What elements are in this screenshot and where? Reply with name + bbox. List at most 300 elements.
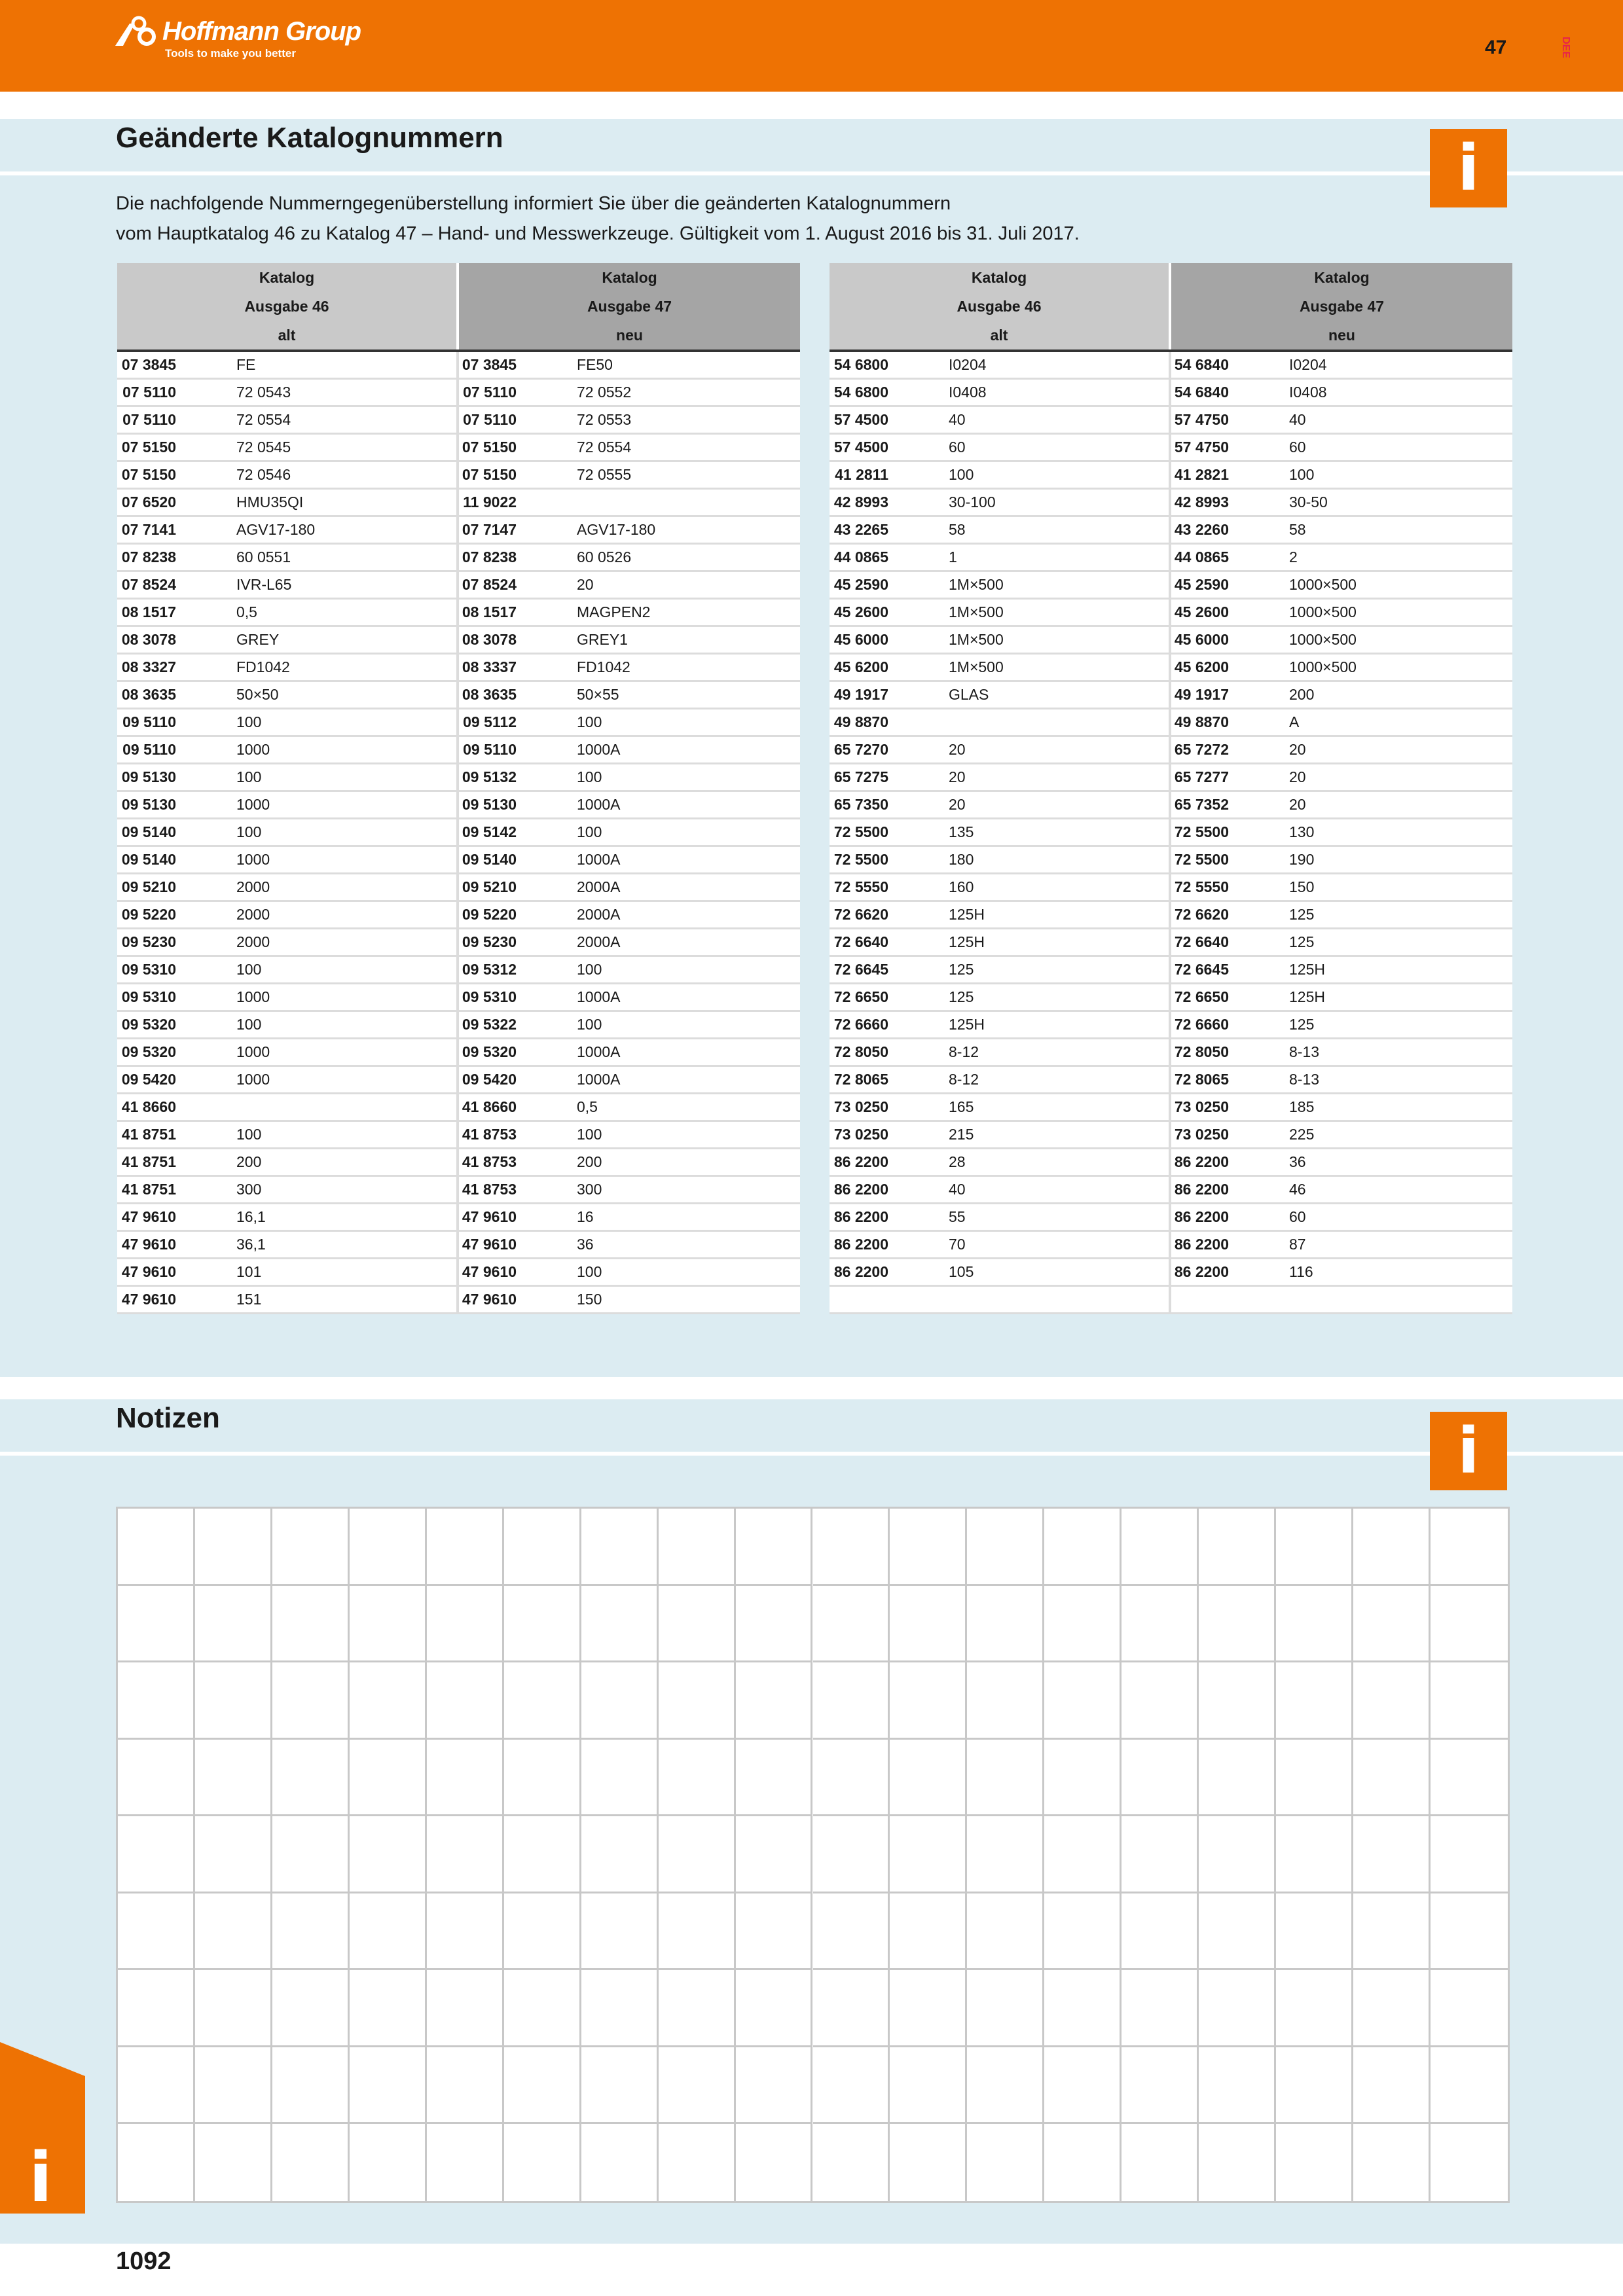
old-variant: 55 xyxy=(941,1204,1170,1231)
header-row xyxy=(830,263,1512,292)
old-catalog-number: 86 2200 xyxy=(830,1259,941,1286)
new-catalog-number: 65 7272 xyxy=(1170,736,1281,764)
notes-grid-cell xyxy=(504,1662,581,1740)
old-variant: 135 xyxy=(941,819,1170,846)
old-variant: 1000 xyxy=(228,1066,458,1094)
notes-grid-cell xyxy=(967,1893,1044,1971)
old-catalog-number: 09 5210 xyxy=(117,874,228,901)
notes-grid-cell xyxy=(1276,1586,1353,1663)
table-row xyxy=(830,846,1512,874)
old-catalog-number: 07 5150 xyxy=(117,461,228,489)
old-catalog-number: 44 0865 xyxy=(830,544,941,571)
new-catalog-number: 09 5220 xyxy=(458,901,569,929)
old-variant: 16,1 xyxy=(228,1204,458,1231)
old-variant: 1 xyxy=(941,544,1170,571)
old-variant: IVR-L65 xyxy=(228,571,458,599)
new-variant: 36 xyxy=(569,1231,800,1259)
old-catalog-number: 41 2811 xyxy=(830,461,941,489)
new-variant: A xyxy=(1281,709,1512,736)
table-row xyxy=(830,764,1512,791)
notes-grid-cell xyxy=(272,1816,350,1893)
new-catalog-number: 72 5550 xyxy=(1170,874,1281,901)
new-variant: 40 xyxy=(1281,406,1512,434)
new-catalog-number: 72 6660 xyxy=(1170,1011,1281,1039)
old-catalog-number: 09 5140 xyxy=(117,846,228,874)
header-new-label: neu xyxy=(458,321,800,351)
old-catalog-number: 49 8870 xyxy=(830,709,941,736)
new-catalog-number: 86 2200 xyxy=(1170,1149,1281,1176)
notes-grid-cell xyxy=(659,1662,736,1740)
old-catalog-number: 72 6660 xyxy=(830,1011,941,1039)
old-variant: 100 xyxy=(228,956,458,984)
new-catalog-number: 72 5500 xyxy=(1170,819,1281,846)
table-row xyxy=(117,681,800,709)
new-variant: 130 xyxy=(1281,819,1512,846)
notes-grid-cell xyxy=(890,1740,967,1817)
table-row xyxy=(830,1204,1512,1231)
new-variant: 1000A xyxy=(569,736,800,764)
notes-grid-cell xyxy=(1276,1509,1353,1586)
notes-grid-cell xyxy=(504,2047,581,2125)
notes-grid-cell xyxy=(272,1662,350,1740)
old-variant: 1M×500 xyxy=(941,571,1170,599)
new-catalog-number: 47 9610 xyxy=(458,1259,569,1286)
notes-grid-cell xyxy=(350,1509,427,1586)
notes-grid-cell xyxy=(118,1586,195,1663)
new-catalog-number: 65 7277 xyxy=(1170,764,1281,791)
old-catalog-number: 07 5110 xyxy=(117,379,228,406)
new-variant: 1000A xyxy=(569,1039,800,1066)
notes-grid-cell xyxy=(736,1970,813,2047)
notes-grid-cell xyxy=(813,1662,890,1740)
old-variant: 40 xyxy=(941,1176,1170,1204)
new-catalog-number: 09 5142 xyxy=(458,819,569,846)
old-variant: 1M×500 xyxy=(941,599,1170,626)
notes-grid-cell xyxy=(195,1509,272,1586)
old-catalog-number: 72 6650 xyxy=(830,984,941,1011)
header-row xyxy=(117,263,800,292)
table-row xyxy=(117,434,800,461)
notes-grid-cell xyxy=(504,1816,581,1893)
notes-grid-cell xyxy=(118,1893,195,1971)
notes-grid-cell xyxy=(813,1586,890,1663)
catalog-table-left xyxy=(117,263,800,1314)
table-row xyxy=(117,1149,800,1176)
info-icon: i xyxy=(1430,1412,1507,1490)
new-catalog-number: 57 4750 xyxy=(1170,434,1281,461)
table-row xyxy=(830,736,1512,764)
notes-grid-cell xyxy=(581,1662,659,1740)
notes-grid-cell xyxy=(967,1740,1044,1817)
notes-grid-cell xyxy=(504,2124,581,2201)
old-variant: FE xyxy=(228,351,458,379)
intro-line-2: vom Hauptkatalog 46 zu Katalog 47 – Hand- und Messwerkzeuge. Gültigkeit vom 1. August 2016 bis 31. Juli 2017. xyxy=(116,223,1080,244)
table-row xyxy=(830,709,1512,736)
notes-grid-cell xyxy=(1276,1893,1353,1971)
old-catalog-number: 41 8751 xyxy=(117,1149,228,1176)
new-catalog-number: 07 7147 xyxy=(458,516,569,544)
old-variant: 8-12 xyxy=(941,1066,1170,1094)
new-variant: 150 xyxy=(569,1286,800,1314)
header-new-catalog: Katalog xyxy=(458,263,800,292)
notes-grid-cell xyxy=(1353,2124,1431,2201)
new-variant: 100 xyxy=(569,956,800,984)
header-old-edition: Ausgabe 46 xyxy=(830,292,1170,321)
old-catalog-number: 07 5150 xyxy=(117,434,228,461)
old-variant: 1M×500 xyxy=(941,654,1170,681)
notes-grid-cell xyxy=(504,1509,581,1586)
new-catalog-number: 09 5320 xyxy=(458,1039,569,1066)
old-variant: 72 0554 xyxy=(228,406,458,434)
new-catalog-number: 86 2200 xyxy=(1170,1231,1281,1259)
table-row xyxy=(830,461,1512,489)
old-variant: 100 xyxy=(228,1011,458,1039)
table-row xyxy=(830,791,1512,819)
notes-grid-cell xyxy=(427,1509,504,1586)
table-row xyxy=(830,819,1512,846)
old-variant: HMU35QI xyxy=(228,489,458,516)
notes-grid-cell xyxy=(1122,1970,1199,2047)
old-variant: GREY xyxy=(228,626,458,654)
old-variant: 125H xyxy=(941,901,1170,929)
notes-grid-cell xyxy=(1431,1662,1508,1740)
new-variant: 300 xyxy=(569,1176,800,1204)
new-catalog-number: 72 8065 xyxy=(1170,1066,1281,1094)
new-catalog-number: 45 2600 xyxy=(1170,599,1281,626)
new-catalog-number: 41 8753 xyxy=(458,1176,569,1204)
old-variant: 1000 xyxy=(228,984,458,1011)
header-new-edition: Ausgabe 47 xyxy=(458,292,800,321)
notes-grid-cell xyxy=(1199,2124,1276,2201)
new-catalog-number: 45 6000 xyxy=(1170,626,1281,654)
notes-grid-cell xyxy=(118,1970,195,2047)
section-title-bar xyxy=(0,1395,1623,1456)
notes-grid-cell xyxy=(659,1816,736,1893)
table-row xyxy=(830,654,1512,681)
old-catalog-number: 09 5420 xyxy=(117,1066,228,1094)
new-variant: 8-13 xyxy=(1281,1039,1512,1066)
intro-line-1: Die nachfolgende Nummerngegenüberstellung informiert Sie über die geänderten Katalognummern xyxy=(116,193,951,214)
notes-grid-cell xyxy=(736,2047,813,2125)
old-catalog-number: 09 5130 xyxy=(117,764,228,791)
old-catalog-number: 42 8993 xyxy=(830,489,941,516)
new-catalog-number: 43 2260 xyxy=(1170,516,1281,544)
catalog-number: 47 xyxy=(1485,37,1507,58)
old-catalog-number: 47 9610 xyxy=(117,1259,228,1286)
old-catalog-number: 08 3635 xyxy=(117,681,228,709)
table-row xyxy=(117,984,800,1011)
new-catalog-number: 08 3337 xyxy=(458,654,569,681)
notes-grid-cell xyxy=(350,1662,427,1740)
notes-grid-cell xyxy=(736,1586,813,1663)
notes-grid-cell xyxy=(967,1816,1044,1893)
new-variant: GREY1 xyxy=(569,626,800,654)
section-title-notes: Notizen xyxy=(116,1402,220,1434)
new-variant: 116 xyxy=(1281,1259,1512,1286)
notes-grid-cell xyxy=(427,2047,504,2125)
old-variant: 20 xyxy=(941,791,1170,819)
old-catalog-number: 08 1517 xyxy=(117,599,228,626)
table-row xyxy=(117,1259,800,1286)
old-variant: 200 xyxy=(228,1149,458,1176)
old-catalog-number: 09 5110 xyxy=(117,736,228,764)
new-catalog-number: 72 6620 xyxy=(1170,901,1281,929)
notes-grid-cell xyxy=(1199,1509,1276,1586)
new-catalog-number xyxy=(1170,1286,1281,1314)
notes-grid-cell xyxy=(350,1586,427,1663)
new-variant: 1000A xyxy=(569,984,800,1011)
old-catalog-number: 47 9610 xyxy=(117,1286,228,1314)
notes-grid-cell xyxy=(195,1586,272,1663)
old-catalog-number: 07 3845 xyxy=(117,351,228,379)
table-row xyxy=(117,764,800,791)
notes-grid-cell xyxy=(813,2047,890,2125)
new-catalog-number: 09 5140 xyxy=(458,846,569,874)
notes-grid-cell xyxy=(1431,1970,1508,2047)
table-row xyxy=(830,681,1512,709)
new-variant: 125H xyxy=(1281,956,1512,984)
new-catalog-number: 11 9022 xyxy=(458,489,569,516)
new-catalog-number: 09 5322 xyxy=(458,1011,569,1039)
table-row xyxy=(830,599,1512,626)
notes-grid-cell xyxy=(890,2047,967,2125)
new-catalog-number: 57 4750 xyxy=(1170,406,1281,434)
table-row xyxy=(117,929,800,956)
notes-grid-cell xyxy=(195,2047,272,2125)
table-row xyxy=(830,1121,1512,1149)
new-catalog-number: 47 9610 xyxy=(458,1231,569,1259)
table-row xyxy=(830,984,1512,1011)
table-row xyxy=(117,1176,800,1204)
old-variant: 151 xyxy=(228,1286,458,1314)
table-row xyxy=(117,599,800,626)
new-catalog-number: 07 5150 xyxy=(458,461,569,489)
old-catalog-number: 73 0250 xyxy=(830,1094,941,1121)
notes-grid-cell xyxy=(1044,1740,1122,1817)
table-row xyxy=(117,819,800,846)
notes-grid-cell xyxy=(1276,1740,1353,1817)
notes-grid-cell xyxy=(195,1816,272,1893)
table-row xyxy=(117,1011,800,1039)
notes-grid-cell xyxy=(1199,1662,1276,1740)
new-variant: 100 xyxy=(569,1011,800,1039)
new-variant: 200 xyxy=(1281,681,1512,709)
new-variant: 20 xyxy=(1281,791,1512,819)
old-catalog-number: 65 7350 xyxy=(830,791,941,819)
notes-grid-cell xyxy=(736,1893,813,1971)
corner-info-icon: i xyxy=(29,2138,52,2217)
old-variant: 36,1 xyxy=(228,1231,458,1259)
new-catalog-number: 41 8753 xyxy=(458,1149,569,1176)
old-variant: 1000 xyxy=(228,791,458,819)
old-catalog-number: 41 8751 xyxy=(117,1121,228,1149)
notes-grid-cell xyxy=(1044,1662,1122,1740)
notes-grid-cell xyxy=(1353,1740,1431,1817)
old-catalog-number: 65 7270 xyxy=(830,736,941,764)
notes-grid-cell xyxy=(1353,2047,1431,2125)
table-row xyxy=(830,626,1512,654)
notes-grid-cell xyxy=(1431,1586,1508,1663)
table-row xyxy=(117,901,800,929)
table-row xyxy=(117,874,800,901)
new-variant: 185 xyxy=(1281,1094,1512,1121)
table-row xyxy=(830,406,1512,434)
notes-grid-cell xyxy=(195,1662,272,1740)
old-catalog-number: 72 5550 xyxy=(830,874,941,901)
new-catalog-number: 54 6840 xyxy=(1170,379,1281,406)
table-row xyxy=(117,1066,800,1094)
hoffmann-logo-icon xyxy=(113,14,160,48)
old-variant: I0408 xyxy=(941,379,1170,406)
new-catalog-number: 09 5112 xyxy=(458,709,569,736)
new-catalog-number: 47 9610 xyxy=(458,1286,569,1314)
notes-grid-cell xyxy=(1044,1970,1122,2047)
old-variant: 105 xyxy=(941,1259,1170,1286)
header-bar xyxy=(0,0,1623,92)
new-catalog-number: 65 7352 xyxy=(1170,791,1281,819)
old-catalog-number: 54 6800 xyxy=(830,351,941,379)
old-catalog-number: 09 5310 xyxy=(117,956,228,984)
notes-grid-cell xyxy=(504,1970,581,2047)
old-variant: 125H xyxy=(941,1011,1170,1039)
old-variant: 300 xyxy=(228,1176,458,1204)
new-variant: 2000A xyxy=(569,929,800,956)
table-row xyxy=(830,929,1512,956)
new-variant: 87 xyxy=(1281,1231,1512,1259)
table-row xyxy=(117,544,800,571)
notes-grid-cell xyxy=(272,1509,350,1586)
notes-grid-cell xyxy=(195,1970,272,2047)
notes-grid-cell xyxy=(813,1970,890,2047)
new-catalog-number: 73 0250 xyxy=(1170,1094,1281,1121)
new-variant: 60 0526 xyxy=(569,544,800,571)
table-row xyxy=(117,351,800,379)
old-variant: 125H xyxy=(941,929,1170,956)
new-variant: 1000A xyxy=(569,846,800,874)
notes-grid-cell xyxy=(1431,2047,1508,2125)
old-variant: 0,5 xyxy=(228,599,458,626)
old-catalog-number: 73 0250 xyxy=(830,1121,941,1149)
new-variant: 1000×500 xyxy=(1281,599,1512,626)
notes-grid-cell xyxy=(1122,1662,1199,1740)
notes-grid-cell xyxy=(1199,2047,1276,2125)
table-row xyxy=(117,571,800,599)
notes-grid-cell xyxy=(1353,1970,1431,2047)
new-variant: 16 xyxy=(569,1204,800,1231)
new-variant: 125H xyxy=(1281,984,1512,1011)
notes-grid-cell xyxy=(890,1509,967,1586)
notes-grid-cell xyxy=(967,2047,1044,2125)
notes-grid-cell xyxy=(504,1586,581,1663)
old-catalog-number: 07 8524 xyxy=(117,571,228,599)
old-catalog-number: 72 8050 xyxy=(830,1039,941,1066)
table-row xyxy=(830,1149,1512,1176)
old-variant: 20 xyxy=(941,764,1170,791)
new-catalog-number: 09 5110 xyxy=(458,736,569,764)
table-row xyxy=(830,1286,1512,1314)
old-catalog-number: 54 6800 xyxy=(830,379,941,406)
table-row xyxy=(117,1286,800,1314)
old-variant xyxy=(941,1286,1170,1314)
new-catalog-number: 45 6200 xyxy=(1170,654,1281,681)
table-row xyxy=(117,1121,800,1149)
hoffmann-logo[interactable] xyxy=(113,14,361,60)
notes-grid-cell xyxy=(890,1970,967,2047)
header-old-catalog: Katalog xyxy=(830,263,1170,292)
notes-grid-cell xyxy=(1044,1509,1122,1586)
new-variant: 1000×500 xyxy=(1281,654,1512,681)
new-variant: 2 xyxy=(1281,544,1512,571)
old-variant xyxy=(228,1094,458,1121)
old-catalog-number: 07 8238 xyxy=(117,544,228,571)
table-row xyxy=(117,1094,800,1121)
notes-grid-cell xyxy=(1122,2047,1199,2125)
new-variant: 2000A xyxy=(569,901,800,929)
old-variant: 100 xyxy=(941,461,1170,489)
notes-grid-cell xyxy=(504,1740,581,1817)
notes-grid-cell xyxy=(427,1893,504,1971)
brand-name: Hoffmann Group xyxy=(162,16,361,46)
new-variant: 100 xyxy=(569,709,800,736)
table-row xyxy=(117,654,800,681)
table-row xyxy=(117,489,800,516)
old-variant: 20 xyxy=(941,736,1170,764)
new-variant: 0,5 xyxy=(569,1094,800,1121)
new-variant: 1000×500 xyxy=(1281,626,1512,654)
notes-grid-cell xyxy=(1276,2047,1353,2125)
old-variant: 72 0545 xyxy=(228,434,458,461)
notes-grid-cell xyxy=(659,1970,736,2047)
notes-grid-cell xyxy=(890,1893,967,1971)
notes-grid-cell xyxy=(118,1509,195,1586)
notes-grid-cell xyxy=(1122,1740,1199,1817)
notes-grid-cell xyxy=(272,1586,350,1663)
new-catalog-number: 09 5132 xyxy=(458,764,569,791)
new-catalog-number: 86 2200 xyxy=(1170,1176,1281,1204)
new-catalog-number: 45 2590 xyxy=(1170,571,1281,599)
old-catalog-number: 09 5310 xyxy=(117,984,228,1011)
notes-grid-cell xyxy=(967,2124,1044,2201)
notes-grid-cell xyxy=(736,1740,813,1817)
old-variant: 100 xyxy=(228,1121,458,1149)
new-catalog-number: 09 5230 xyxy=(458,929,569,956)
old-variant: GLAS xyxy=(941,681,1170,709)
table-row xyxy=(830,1094,1512,1121)
table-row xyxy=(830,1231,1512,1259)
table-row xyxy=(830,1066,1512,1094)
notes-grid-cell xyxy=(813,1509,890,1586)
new-catalog-number: 72 6640 xyxy=(1170,929,1281,956)
header-old-edition: Ausgabe 46 xyxy=(117,292,458,321)
notes-grid-cell xyxy=(813,1816,890,1893)
intro-text xyxy=(116,188,1360,249)
notes-grid-cell xyxy=(659,1740,736,1817)
new-catalog-number: 07 5110 xyxy=(458,406,569,434)
old-variant: AGV17-180 xyxy=(228,516,458,544)
table-row xyxy=(117,1231,800,1259)
notes-grid-cell xyxy=(581,2047,659,2125)
header-row xyxy=(117,292,800,321)
old-catalog-number: 09 5220 xyxy=(117,901,228,929)
new-catalog-number: 09 5420 xyxy=(458,1066,569,1094)
table-row xyxy=(830,1259,1512,1286)
table-row xyxy=(830,1039,1512,1066)
notes-grid-cell xyxy=(659,1509,736,1586)
old-catalog-number: 72 6640 xyxy=(830,929,941,956)
old-variant: 1000 xyxy=(228,1039,458,1066)
notes-grid-cell xyxy=(118,1816,195,1893)
new-variant: 200 xyxy=(569,1149,800,1176)
